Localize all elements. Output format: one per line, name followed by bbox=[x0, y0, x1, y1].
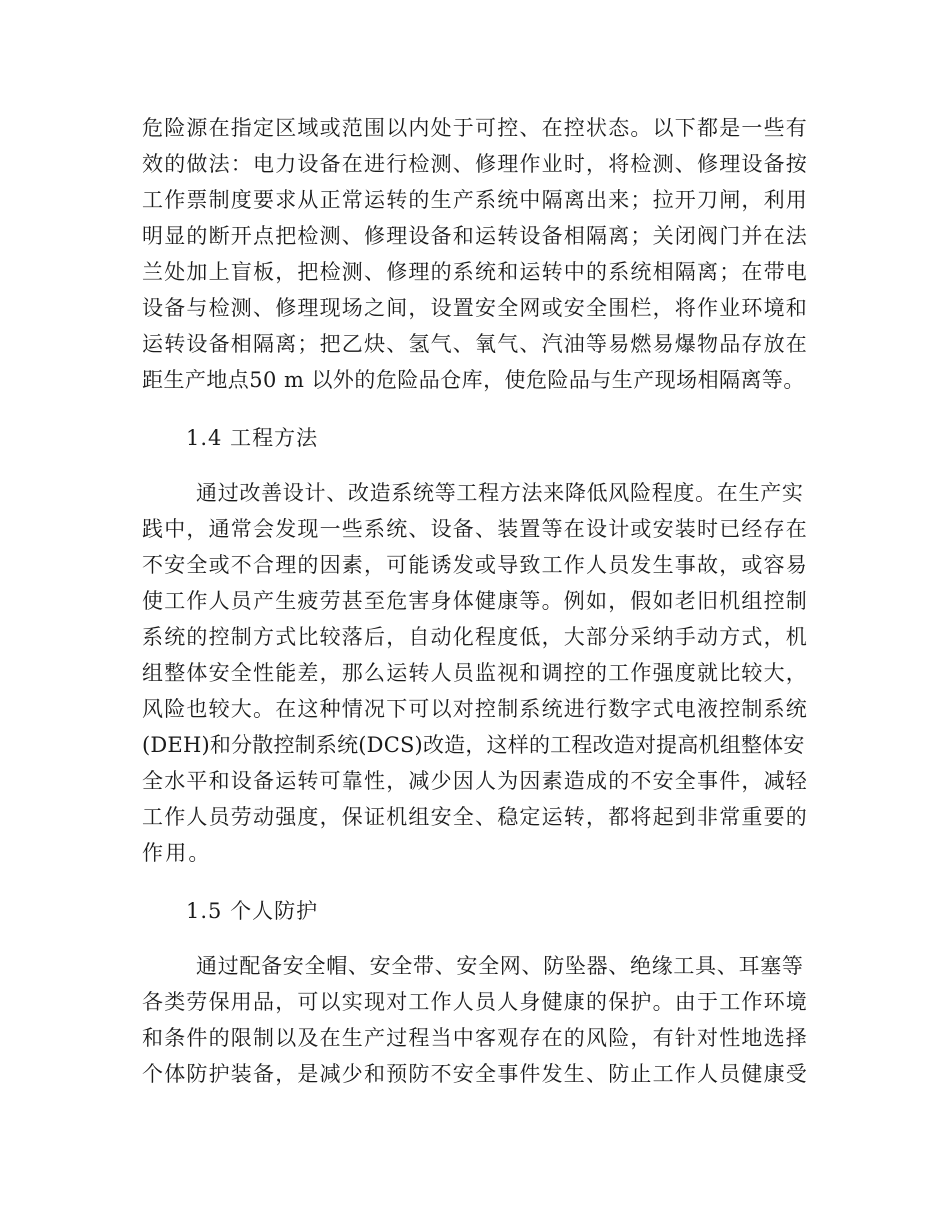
paragraph-line: 效的做法：电力设备在进行检测、修理作业时，将检测、修理设备按 bbox=[142, 152, 808, 176]
paragraph-line: 使工作人员产生疲劳甚至危害身体健康等。例如，假如老旧机组控制 bbox=[142, 589, 808, 613]
paragraph-line: 系统的控制方式比较落后，自动化程度低，大部分采纳手动方式，机 bbox=[142, 625, 808, 649]
paragraph-line: 危险源在指定区域或范围以内处于可控、在控状态。以下都是一些有 bbox=[142, 116, 808, 140]
section-heading-1-5: 1.5 个人防护 bbox=[186, 899, 319, 923]
paragraph-line: 明显的断开点把检测、修理设备和运转设备相隔离；关闭阀门并在法 bbox=[142, 224, 808, 248]
paragraph-line: 个体防护装备，是减少和预防不安全事件发生、防止工作人员健康受 bbox=[142, 1062, 808, 1086]
paragraph-line: 作用。 bbox=[142, 841, 212, 865]
paragraph-line: 组整体安全性能差，那么运转人员监视和调控的工作强度就比较大， bbox=[142, 661, 808, 685]
paragraph-line: 践中，通常会发现一些系统、设备、装置等在设计或安装时已经存在 bbox=[142, 517, 808, 541]
paragraph-line: 兰处加上盲板，把检测、修理的系统和运转中的系统相隔离；在带电 bbox=[142, 260, 808, 284]
paragraph-line: 通过配备安全帽、安全带、安全网、防坠器、绝缘工具、耳塞等 bbox=[196, 954, 804, 978]
paragraph-line: 风险也较大。在这种情况下可以对控制系统进行数字式电液控制系统 bbox=[142, 697, 808, 721]
paragraph-line: 和条件的限制以及在生产过程当中客观存在的风险，有针对性地选择 bbox=[142, 1026, 808, 1050]
section-heading-1-4: 1.4 工程方法 bbox=[186, 426, 319, 450]
paragraph-line: 距生产地点50 m 以外的危险品仓库，使危险品与生产现场相隔离等。 bbox=[142, 368, 805, 392]
paragraph-line: 设备与检测、修理现场之间，设置安全网或安全围栏，将作业环境和 bbox=[142, 296, 808, 320]
paragraph-line: 全水平和设备运转可靠性，减少因人为因素造成的不安全事件，减轻 bbox=[142, 769, 808, 793]
paragraph-line: 不安全或不合理的因素，可能诱发或导致工作人员发生事故，或容易 bbox=[142, 553, 808, 577]
paragraph-line: 通过改善设计、改造系统等工程方法来降低风险程度。在生产实 bbox=[196, 481, 804, 505]
paragraph-line: 工作票制度要求从正常运转的生产系统中隔离出来；拉开刀闸，利用 bbox=[142, 188, 808, 212]
paragraph-line: 各类劳保用品，可以实现对工作人员人身健康的保护。由于工作环境 bbox=[142, 990, 808, 1014]
paragraph-line: 运转设备相隔离；把乙炔、氢气、氧气、汽油等易燃易爆物品存放在 bbox=[142, 332, 808, 356]
paragraph-line: 工作人员劳动强度，保证机组安全、稳定运转，都将起到非常重要的 bbox=[142, 805, 808, 829]
paragraph-line: (DEH)和分散控制系统(DCS)改造，这样的工程改造对提高机组整体安 bbox=[142, 733, 805, 757]
